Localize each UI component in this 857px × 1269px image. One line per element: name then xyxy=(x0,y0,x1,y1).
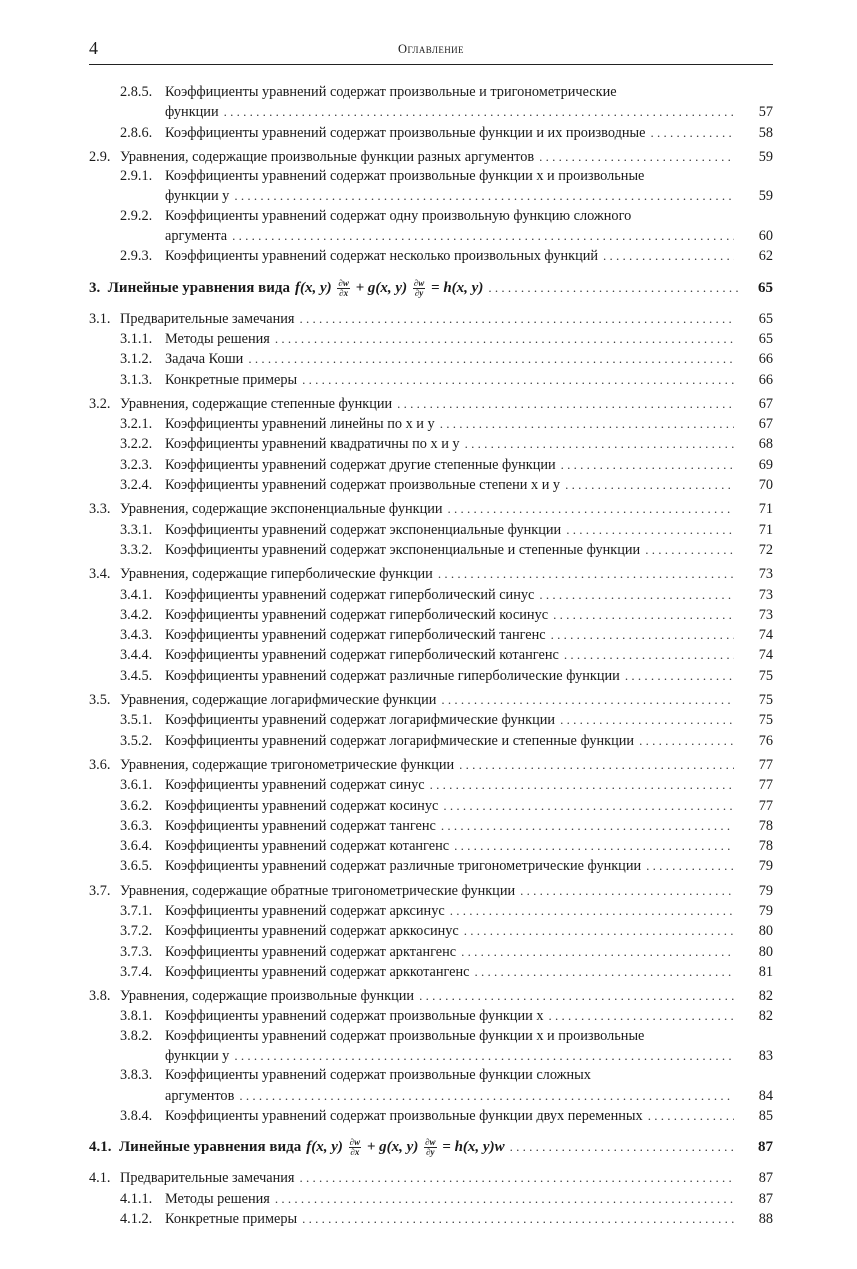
toc-entry[interactable] xyxy=(89,83,773,123)
entry-number: 3.6.4. xyxy=(120,838,153,855)
dot-leader xyxy=(232,226,734,245)
dot-leader xyxy=(560,710,734,729)
entry-title: Предварительные замечания xyxy=(120,1170,295,1187)
entry-page: 80 xyxy=(758,923,773,940)
entry-title: Коэффициенты уравнений содержат арккотангенс xyxy=(165,963,470,980)
entry-title: Коэффициенты уравнений содержат тангенс xyxy=(165,817,436,834)
entry-page: 76 xyxy=(758,732,773,749)
entry-number: 3.8.3. xyxy=(120,1067,153,1084)
chapter-title: Линейные уравнения вида xyxy=(119,1139,302,1156)
toc-entry[interactable] xyxy=(89,645,773,665)
entry-title: Коэффициенты уравнений содержат различные тригонометрические функции xyxy=(165,858,642,875)
toc-entry[interactable] xyxy=(89,520,773,540)
entry-number: 2.9. xyxy=(89,148,111,165)
entry-page: 87 xyxy=(758,1170,773,1187)
entry-number: 3.8.1. xyxy=(120,1008,153,1025)
toc-entry[interactable] xyxy=(89,564,773,584)
entry-number: 3.2.4. xyxy=(120,477,153,494)
entry-page: 82 xyxy=(758,1008,773,1025)
entry-page: 73 xyxy=(758,586,773,603)
entry-number: 2.9.1. xyxy=(120,168,153,185)
entry-page: 68 xyxy=(758,436,773,453)
toc-entry[interactable] xyxy=(89,690,773,710)
entry-title-line2: функции xyxy=(165,104,219,121)
toc-entry[interactable] xyxy=(89,309,773,329)
dot-leader xyxy=(302,1209,734,1228)
entry-number: 3.2.1. xyxy=(120,416,153,433)
entry-title: Уравнения, содержащие гиперболические функции xyxy=(120,566,433,583)
dot-leader xyxy=(510,1136,738,1158)
toc-entry[interactable] xyxy=(89,394,773,414)
toc-entry[interactable] xyxy=(89,731,773,751)
entry-title-line1: Коэффициенты уравнений содержат одну произвольную функцию сложного xyxy=(165,207,632,224)
entry-page: 75 xyxy=(758,692,773,709)
entry-number: 3.4.3. xyxy=(120,627,153,644)
entry-number: 3.8.2. xyxy=(120,1027,153,1044)
entry-number: 3.2. xyxy=(89,395,111,412)
entry-title: Коэффициенты уравнений содержат гиперболический котангенс xyxy=(165,647,559,664)
entry-page: 62 xyxy=(758,248,773,265)
chapter-formula: f(x, y) $\frac{\partial w}{\partial x}$ + g(x, y) $\frac{\partial w}{\partial y}$ = h(x, y)w xyxy=(306,1137,505,1158)
entry-page: 59 xyxy=(758,188,773,205)
entry-page: 78 xyxy=(758,838,773,855)
toc-chapter-4 xyxy=(89,1168,773,1229)
entry-page: 59 xyxy=(758,148,773,165)
dot-leader xyxy=(448,499,734,518)
entry-title: Коэффициенты уравнений содержат гиперболический косинус xyxy=(165,606,549,623)
dot-leader xyxy=(603,246,734,265)
entry-title: Коэффициенты уравнений содержат котангенс xyxy=(165,838,450,855)
entry-title-line2: аргумента xyxy=(165,228,228,245)
entry-title: Коэффициенты уравнений содержат несколько произвольных функций xyxy=(165,248,599,265)
entry-title: Уравнения, содержащие логарифмические функции xyxy=(120,692,437,709)
entry-page: 60 xyxy=(758,228,773,245)
entry-number: 3.5. xyxy=(89,692,111,709)
dot-leader xyxy=(475,962,734,981)
entry-number: 3.6.5. xyxy=(120,858,153,875)
entry-page: 87 xyxy=(758,1190,773,1207)
dot-leader xyxy=(239,1086,734,1105)
entry-number: 3.6. xyxy=(89,756,111,773)
entry-page: 75 xyxy=(758,712,773,729)
entry-title: Уравнения, содержащие экспоненциальные функции xyxy=(120,501,443,518)
dot-leader xyxy=(464,921,734,940)
toc-entry[interactable] xyxy=(89,585,773,605)
entry-number: 3.1.3. xyxy=(120,371,153,388)
toc-entry[interactable] xyxy=(89,370,773,390)
entry-page: 79 xyxy=(758,858,773,875)
entry-title-line1: Коэффициенты уравнений содержат произвольные функции сложных xyxy=(165,1067,591,1084)
entry-page: 74 xyxy=(758,627,773,644)
entry-page: 67 xyxy=(758,416,773,433)
entry-number: 3.4.4. xyxy=(120,647,153,664)
dot-leader xyxy=(488,277,738,299)
toc-chapter-3 xyxy=(89,309,773,1127)
entry-page: 77 xyxy=(758,777,773,794)
entry-title: Коэффициенты уравнений содержат экспоненциальные функции xyxy=(165,521,562,538)
toc-entry[interactable] xyxy=(89,921,773,941)
toc-entry[interactable] xyxy=(89,475,773,495)
entry-number: 3.6.1. xyxy=(120,777,153,794)
toc-entry[interactable] xyxy=(89,147,773,167)
dot-leader xyxy=(645,540,734,559)
toc-entry[interactable] xyxy=(89,605,773,625)
dot-leader xyxy=(234,1046,734,1065)
entry-title: Коэффициенты уравнений содержат арккосинус xyxy=(165,923,459,940)
entry-title-line2: функции y xyxy=(165,188,230,205)
entry-number: 2.9.3. xyxy=(120,248,153,265)
entry-title: Коэффициенты уравнений содержат произвольные функции двух переменных xyxy=(165,1107,643,1124)
toc-entry[interactable] xyxy=(89,434,773,454)
toc-entry[interactable] xyxy=(89,816,773,836)
entry-page: 70 xyxy=(758,477,773,494)
entry-title-line2: аргументов xyxy=(165,1087,235,1104)
entry-title-line2: функции y xyxy=(165,1048,230,1065)
toc-entry[interactable] xyxy=(89,540,773,560)
entry-number: 3.4.2. xyxy=(120,606,153,623)
entry-number: 3.3.2. xyxy=(120,541,153,558)
entry-number: 4.1.1. xyxy=(120,1190,153,1207)
entry-number: 3.6.2. xyxy=(120,797,153,814)
toc-entry[interactable] xyxy=(89,856,773,876)
chapter-3-heading[interactable] xyxy=(89,277,773,299)
entry-number: 3.3. xyxy=(89,501,111,518)
dot-leader xyxy=(646,856,734,875)
toc-entry[interactable] xyxy=(89,942,773,962)
dot-leader xyxy=(299,309,734,328)
toc-entry[interactable] xyxy=(89,710,773,730)
entry-title: Коэффициенты уравнений содержат логарифмические функции xyxy=(165,712,556,729)
chapter-number: 4.1. xyxy=(89,1139,112,1156)
entry-number: 3.5.2. xyxy=(120,732,153,749)
entry-page: 80 xyxy=(758,943,773,960)
entry-title: Уравнения, содержащие произвольные функции xyxy=(120,988,415,1005)
dot-leader xyxy=(648,1106,734,1125)
toc-entry[interactable] xyxy=(89,1189,773,1209)
chapter-page: 65 xyxy=(758,279,773,296)
entry-number: 3.7.2. xyxy=(120,923,153,940)
entry-number: 2.8.6. xyxy=(120,124,153,141)
dot-leader xyxy=(441,690,734,709)
dot-leader xyxy=(454,836,734,855)
dot-leader xyxy=(551,625,734,644)
entry-number: 2.9.2. xyxy=(120,207,153,224)
toc-entry[interactable] xyxy=(89,123,773,143)
entry-title: Коэффициенты уравнений содержат гиперболический синус xyxy=(165,586,535,603)
entry-number: 4.1. xyxy=(89,1170,111,1187)
entry-page: 81 xyxy=(758,963,773,980)
toc-entry[interactable] xyxy=(89,455,773,475)
entry-number: 3.4.5. xyxy=(120,667,153,684)
dot-leader xyxy=(548,1006,734,1025)
dot-leader xyxy=(639,731,734,750)
entry-title: Коэффициенты уравнений содержат другие степенные функции xyxy=(165,456,556,473)
entry-page: 79 xyxy=(758,882,773,899)
toc-entry[interactable] xyxy=(89,1209,773,1229)
entry-page: 78 xyxy=(758,817,773,834)
entry-title: Коэффициенты уравнений содержат произвольные степени x и y xyxy=(165,477,561,494)
dot-leader xyxy=(465,434,734,453)
entry-page: 71 xyxy=(758,521,773,538)
entry-title: Коэффициенты уравнений квадратичны по x и y xyxy=(165,436,460,453)
dot-leader xyxy=(397,394,734,413)
entry-number: 3.4. xyxy=(89,566,111,583)
entry-page: 73 xyxy=(758,606,773,623)
dot-leader xyxy=(299,1168,734,1187)
dot-leader xyxy=(234,186,734,205)
entry-title: Конкретные примеры xyxy=(165,1210,298,1227)
entry-number: 3.7. xyxy=(89,882,111,899)
fraction-dw-dy: $\frac{\partial w}{\partial y}$ xyxy=(413,277,425,298)
entry-title: Коэффициенты уравнений содержат логарифмические и степенные функции xyxy=(165,732,635,749)
dot-leader xyxy=(566,520,734,539)
dot-leader xyxy=(539,585,734,604)
entry-title: Коэффициенты уравнений содержат косинус xyxy=(165,797,439,814)
dot-leader xyxy=(459,755,734,774)
toc-entry[interactable] xyxy=(89,246,773,266)
entry-page: 69 xyxy=(758,456,773,473)
toc-entry[interactable] xyxy=(89,901,773,921)
dot-leader xyxy=(564,645,734,664)
entry-title: Коэффициенты уравнений содержат произвольные функции x xyxy=(165,1008,544,1025)
entry-number: 3.2.3. xyxy=(120,456,153,473)
dot-leader xyxy=(625,666,734,685)
dot-leader xyxy=(224,102,734,121)
entry-page: 65 xyxy=(758,330,773,347)
entry-number: 3.3.1. xyxy=(120,521,153,538)
entry-page: 77 xyxy=(758,797,773,814)
entry-page: 77 xyxy=(758,756,773,773)
dot-leader xyxy=(461,942,734,961)
dot-leader xyxy=(443,796,734,815)
entry-number: 3.5.1. xyxy=(120,712,153,729)
entry-title: Коэффициенты уравнений содержат синус xyxy=(165,777,425,794)
toc-entry[interactable] xyxy=(89,836,773,856)
entry-number: 3.7.1. xyxy=(120,902,153,919)
entry-title: Коэффициенты уравнений содержат различные гиперболические функции xyxy=(165,667,620,684)
toc-entry[interactable] xyxy=(89,414,773,434)
entry-page: 74 xyxy=(758,647,773,664)
entry-title: Методы решения xyxy=(165,1190,270,1207)
dot-leader xyxy=(553,605,734,624)
entry-title: Коэффициенты уравнений содержат арксинус xyxy=(165,902,445,919)
dot-leader xyxy=(438,564,734,583)
dot-leader xyxy=(275,329,734,348)
page-number: 4 xyxy=(89,38,98,58)
toc-section-2-continued xyxy=(89,83,773,267)
entry-page: 83 xyxy=(758,1048,773,1065)
entry-number: 3.4.1. xyxy=(120,586,153,603)
fraction-dw-dx: $\frac{\partial w}{\partial x}$ xyxy=(349,1137,361,1158)
chapter-page: 87 xyxy=(758,1139,773,1156)
chapter-formula: f(x, y) $\frac{\partial w}{\partial x}$ + g(x, y) $\frac{\partial w}{\partial y}$ = h(x, y) xyxy=(295,277,484,298)
dot-leader xyxy=(302,370,734,389)
entry-page: 66 xyxy=(758,351,773,368)
toc-entry[interactable] xyxy=(89,1066,773,1106)
entry-number: 3.2.2. xyxy=(120,436,153,453)
entry-number: 2.8.5. xyxy=(120,84,153,100)
chapter-title: Линейные уравнения вида xyxy=(107,279,290,296)
dot-leader xyxy=(430,775,734,794)
entry-page: 66 xyxy=(758,371,773,388)
entry-title: Коэффициенты уравнений содержат экспоненциальные и степенные функции xyxy=(165,541,641,558)
entry-title: Уравнения, содержащие произвольные функции разных аргументов xyxy=(120,148,535,165)
entry-page: 73 xyxy=(758,566,773,583)
entry-page: 58 xyxy=(758,124,773,141)
dot-leader xyxy=(650,123,734,142)
fraction-dw-dx: $\frac{\partial w}{\partial x}$ xyxy=(338,277,349,298)
entry-number: 3.7.4. xyxy=(120,963,153,980)
dot-leader xyxy=(441,816,734,835)
entry-title: Коэффициенты уравнений содержат гиперболический тангенс xyxy=(165,627,546,644)
dot-leader xyxy=(450,901,734,920)
entry-number: 3.6.3. xyxy=(120,817,153,834)
table-of-contents xyxy=(89,83,773,1229)
entry-page: 72 xyxy=(758,541,773,558)
entry-page: 75 xyxy=(758,667,773,684)
dot-leader xyxy=(520,881,734,900)
entry-title: Конкретные примеры xyxy=(165,371,298,388)
entry-number: 3.1. xyxy=(89,310,111,327)
toc-entry[interactable] xyxy=(89,1106,773,1126)
entry-number: 3.1.2. xyxy=(120,351,153,368)
toc-entry[interactable] xyxy=(89,1006,773,1026)
entry-page: 84 xyxy=(758,1087,773,1104)
entry-page: 57 xyxy=(758,104,773,121)
dot-leader xyxy=(275,1189,734,1208)
toc-entry[interactable] xyxy=(89,167,773,207)
entry-number: 3.8. xyxy=(89,988,111,1005)
entry-page: 88 xyxy=(758,1210,773,1227)
entry-number: 4.1.2. xyxy=(120,1210,153,1227)
running-title: Оглавление xyxy=(398,42,464,56)
entry-title-line1: Коэффициенты уравнений содержат произвольные и тригонометрические xyxy=(165,84,617,100)
toc-entry[interactable] xyxy=(89,962,773,982)
entry-page: 71 xyxy=(758,501,773,518)
toc-entry[interactable] xyxy=(89,666,773,686)
entry-page: 85 xyxy=(758,1107,773,1124)
entry-title: Уравнения, содержащие обратные тригонометрические функции xyxy=(120,882,516,899)
dot-leader xyxy=(440,414,734,433)
toc-entry[interactable] xyxy=(89,881,773,901)
fraction-dw-dy: $\frac{\partial w}{\partial y}$ xyxy=(425,1137,436,1158)
entry-title-line1: Коэффициенты уравнений содержат произвольные функции x и произвольные xyxy=(165,1027,645,1044)
entry-page: 79 xyxy=(758,902,773,919)
entry-title: Предварительные замечания xyxy=(120,310,295,327)
toc-entry[interactable] xyxy=(89,349,773,369)
toc-entry[interactable] xyxy=(89,775,773,795)
toc-entry[interactable] xyxy=(89,207,773,247)
dot-leader xyxy=(565,475,734,494)
entry-number: 3.8.4. xyxy=(120,1107,153,1124)
toc-entry[interactable] xyxy=(89,625,773,645)
entry-number: 3.7.3. xyxy=(120,943,153,960)
toc-entry[interactable] xyxy=(89,796,773,816)
toc-entry[interactable] xyxy=(89,329,773,349)
chapter-4-heading[interactable] xyxy=(89,1136,773,1158)
toc-entry[interactable] xyxy=(89,1168,773,1188)
dot-leader xyxy=(539,147,734,166)
toc-entry[interactable] xyxy=(89,986,773,1006)
toc-entry[interactable] xyxy=(89,755,773,775)
entry-title-line1: Коэффициенты уравнений содержат произвольные функции x и произвольные xyxy=(165,168,645,185)
entry-title: Задача Коши xyxy=(165,351,244,368)
entry-page: 65 xyxy=(758,310,773,327)
toc-entry[interactable] xyxy=(89,1027,773,1067)
page-header xyxy=(89,36,773,65)
entry-number: 3.1.1. xyxy=(120,330,153,347)
entry-title: Коэффициенты уравнений содержат арктангенс xyxy=(165,943,457,960)
entry-title: Коэффициенты уравнений содержат произвольные функции и их производные xyxy=(165,124,646,141)
entry-title: Методы решения xyxy=(165,330,270,347)
entry-title: Уравнения, содержащие степенные функции xyxy=(120,395,393,412)
entry-title: Коэффициенты уравнений линейны по x и y xyxy=(165,416,435,433)
dot-leader xyxy=(248,349,734,368)
toc-entry[interactable] xyxy=(89,499,773,519)
entry-page: 82 xyxy=(758,988,773,1005)
entry-page: 67 xyxy=(758,395,773,412)
chapter-number: 3. xyxy=(89,279,101,296)
entry-title: Уравнения, содержащие тригонометрические функции xyxy=(120,756,455,773)
dot-leader xyxy=(561,455,734,474)
dot-leader xyxy=(419,986,734,1005)
